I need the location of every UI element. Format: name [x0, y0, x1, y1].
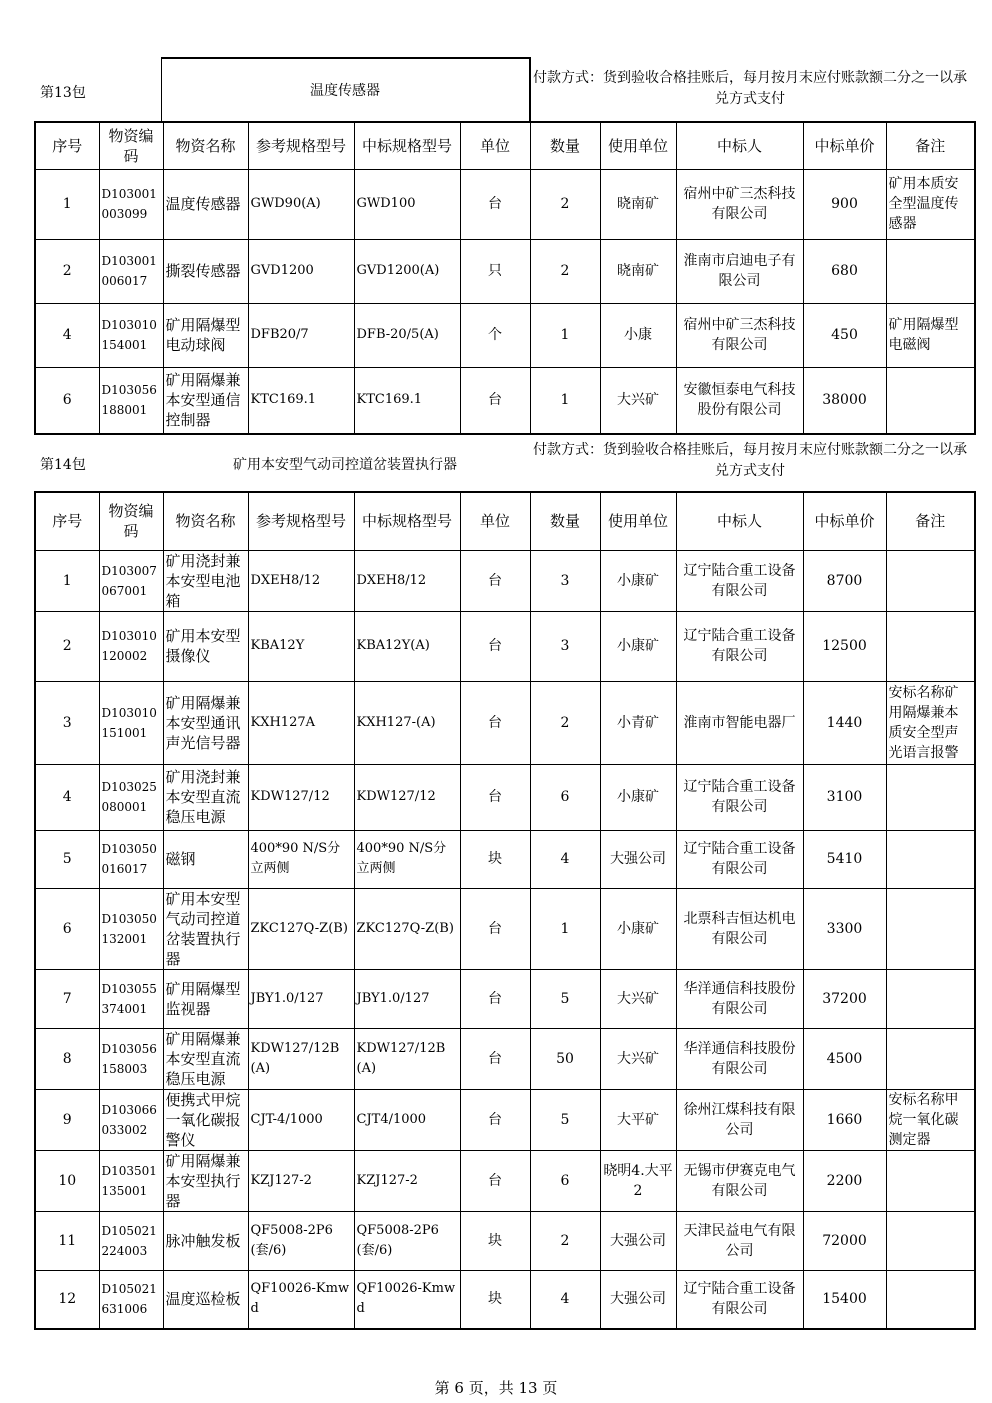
table-row: [35, 239, 975, 303]
quantity-cell: 1: [530, 303, 600, 367]
bid-spec-cell: 400*90 N/S分立两侧: [354, 830, 460, 888]
reference-spec-cell: KTC169.1: [248, 367, 354, 434]
material-code-cell: D103001006017: [99, 239, 163, 303]
winning-bidder-cell: 无锡市伊赛克电气有限公司: [676, 1150, 803, 1211]
reference-spec-cell: KBA12Y: [248, 611, 354, 681]
unit-cell: 块: [460, 1211, 530, 1270]
material-code-cell: D103050016017: [99, 830, 163, 888]
reference-spec-cell: DXEH8/12: [248, 550, 354, 611]
quantity-cell: 6: [530, 764, 600, 830]
material-code-cell: D105021224003: [99, 1211, 163, 1270]
material-name-cell: 温度巡检板: [163, 1270, 248, 1329]
unit-price-cell: 900: [803, 169, 886, 239]
unit-price-cell: 15400: [803, 1270, 886, 1329]
quantity-cell: 6: [530, 1150, 600, 1211]
row-number-cell: 9: [35, 1089, 99, 1150]
bid-spec-cell: GWD100: [354, 169, 460, 239]
table-row: [35, 969, 975, 1028]
reference-spec-cell: KDW127/12B(A): [248, 1028, 354, 1089]
pkg14-header: [34, 444, 974, 490]
column-header-remark: 备注: [886, 122, 975, 169]
bid-spec-cell: GVD1200(A): [354, 239, 460, 303]
unit-cell: 只: [460, 239, 530, 303]
remark-cell: [886, 1150, 975, 1211]
bid-spec-cell: ZKC127Q-Z(B): [354, 888, 460, 969]
reference-spec-cell: JBY1.0/127: [248, 969, 354, 1028]
material-name-cell: 矿用隔爆型电动球阀: [163, 303, 248, 367]
using-unit-cell: 小康: [600, 303, 676, 367]
using-unit-cell: 晓明4.大平2: [600, 1150, 676, 1211]
winning-bidder-cell: 淮南市启迪电子有限公司: [676, 239, 803, 303]
unit-cell: 台: [460, 169, 530, 239]
winning-bidder-cell: 淮南市智能电器厂: [676, 681, 803, 764]
unit-price-cell: 12500: [803, 611, 886, 681]
quantity-cell: 4: [530, 1270, 600, 1329]
unit-price-cell: 450: [803, 303, 886, 367]
material-code-cell: D103010120002: [99, 611, 163, 681]
row-number-cell: 8: [35, 1028, 99, 1089]
column-header-winning-bidder: 中标人: [676, 492, 803, 550]
using-unit-cell: 小康矿: [600, 550, 676, 611]
column-header-material-name: 物资名称: [163, 492, 248, 550]
material-name-cell: 矿用隔爆型监视器: [163, 969, 248, 1028]
unit-cell: 块: [460, 830, 530, 888]
row-number-cell: 6: [35, 367, 99, 434]
quantity-cell: 5: [530, 969, 600, 1028]
table-row: [35, 169, 975, 239]
quantity-cell: 5: [530, 1089, 600, 1150]
unit-price-cell: 1440: [803, 681, 886, 764]
column-header-unit: 单位: [460, 492, 530, 550]
reference-spec-cell: GWD90(A): [248, 169, 354, 239]
material-code-cell: D103010154001: [99, 303, 163, 367]
unit-cell: 台: [460, 611, 530, 681]
column-header-using-unit: 使用单位: [600, 492, 676, 550]
table-row: [35, 1089, 975, 1150]
column-header-material-code: 物资编码: [99, 122, 163, 169]
quantity-cell: 2: [530, 681, 600, 764]
row-number-cell: 4: [35, 303, 99, 367]
reference-spec-cell: GVD1200: [248, 239, 354, 303]
bid-spec-cell: QF5008-2P6(套/6): [354, 1211, 460, 1270]
table-row: [35, 830, 975, 888]
remark-cell: [886, 1211, 975, 1270]
using-unit-cell: 小康矿: [600, 611, 676, 681]
winning-bidder-cell: 北票科吉恒达机电有限公司: [676, 888, 803, 969]
remark-cell: [886, 611, 975, 681]
quantity-cell: 2: [530, 169, 600, 239]
table-row: [35, 550, 975, 611]
reference-spec-cell: 400*90 N/S分立两侧: [248, 830, 354, 888]
unit-cell: 台: [460, 764, 530, 830]
unit-price-cell: 4500: [803, 1028, 886, 1089]
quantity-cell: 4: [530, 830, 600, 888]
reference-spec-cell: KZJ127-2: [248, 1150, 354, 1211]
column-header-unit-price: 中标单价: [803, 122, 886, 169]
pkg13-header: [34, 70, 974, 122]
unit-cell: 台: [460, 681, 530, 764]
material-name-cell: 矿用本安型气动司控道岔装置执行器: [163, 888, 248, 969]
using-unit-cell: 晓南矿: [600, 169, 676, 239]
column-header-unit-price: 中标单价: [803, 492, 886, 550]
column-header-reference-spec: 参考规格型号: [248, 122, 354, 169]
table-row: [35, 1211, 975, 1270]
unit-cell: 台: [460, 1028, 530, 1089]
unit-price-cell: 5410: [803, 830, 886, 888]
column-header-material-code: 物资编码: [99, 492, 163, 550]
winning-bidder-cell: 宿州中矿三杰科技有限公司: [676, 169, 803, 239]
material-code-cell: D103056158003: [99, 1028, 163, 1089]
winning-bidder-cell: 宿州中矿三杰科技有限公司: [676, 303, 803, 367]
material-code-cell: D103001003099: [99, 169, 163, 239]
reference-spec-cell: CJT-4/1000: [248, 1089, 354, 1150]
unit-cell: 台: [460, 1150, 530, 1211]
unit-price-cell: 8700: [803, 550, 886, 611]
unit-price-cell: 680: [803, 239, 886, 303]
using-unit-cell: 小康矿: [600, 764, 676, 830]
table-row: [35, 303, 975, 367]
material-name-cell: 矿用本安型摄像仪: [163, 611, 248, 681]
row-number-cell: 11: [35, 1211, 99, 1270]
table-row: [35, 681, 975, 764]
remark-cell: [886, 550, 975, 611]
unit-price-cell: 2200: [803, 1150, 886, 1211]
using-unit-cell: 大兴矿: [600, 367, 676, 434]
bid-spec-cell: JBY1.0/127: [354, 969, 460, 1028]
bid-spec-cell: KDW127/12: [354, 764, 460, 830]
remark-cell: 矿用本质安全型温度传感器: [886, 169, 975, 239]
winning-bidder-cell: 安徽恒泰电气科技股份有限公司: [676, 367, 803, 434]
bid-spec-cell: DFB-20/5(A): [354, 303, 460, 367]
winning-bidder-cell: 华洋通信科技股份有限公司: [676, 969, 803, 1028]
quantity-cell: 1: [530, 367, 600, 434]
pkg13-payment-terms: 付款方式：货到验收合格挂账后，每月按月末应付账款额二分之一以承兑方式支付: [533, 70, 967, 107]
reference-spec-cell: KDW127/12: [248, 764, 354, 830]
material-name-cell: 矿用隔爆兼本安型通讯声光信号器: [163, 681, 248, 764]
material-code-cell: D103056188001: [99, 367, 163, 434]
material-name-cell: 温度传感器: [163, 169, 248, 239]
table-row: [35, 1150, 975, 1211]
column-header-material-name: 物资名称: [163, 122, 248, 169]
unit-price-cell: 1660: [803, 1089, 886, 1150]
remark-cell: [886, 1270, 975, 1329]
using-unit-cell: 大兴矿: [600, 1028, 676, 1089]
pkg13-table: [34, 121, 976, 435]
row-number-cell: 6: [35, 888, 99, 969]
winning-bidder-cell: 华洋通信科技股份有限公司: [676, 1028, 803, 1089]
material-name-cell: 撕裂传感器: [163, 239, 248, 303]
reference-spec-cell: KXH127A: [248, 681, 354, 764]
winning-bidder-cell: 辽宁陆合重工设备有限公司: [676, 611, 803, 681]
reference-spec-cell: DFB20/7: [248, 303, 354, 367]
remark-cell: 安标名称矿用隔爆兼本质安全型声光语言报警: [886, 681, 975, 764]
table-row: [35, 367, 975, 434]
pkg14-table-body: [35, 492, 975, 1329]
winning-bidder-cell: 辽宁陆合重工设备有限公司: [676, 830, 803, 888]
column-header-winning-bidder: 中标人: [676, 122, 803, 169]
row-number-cell: 5: [35, 830, 99, 888]
pkg14-title: 矿用本安型气动司控道岔装置执行器: [233, 457, 457, 473]
unit-price-cell: 3100: [803, 764, 886, 830]
unit-cell: 台: [460, 969, 530, 1028]
bid-spec-cell: CJT4/1000: [354, 1089, 460, 1150]
remark-cell: [886, 969, 975, 1028]
remark-cell: 安标名称甲烷一氧化碳测定器: [886, 1089, 975, 1150]
row-number-cell: 10: [35, 1150, 99, 1211]
column-header-quantity: 数量: [530, 122, 600, 169]
bid-spec-cell: KTC169.1: [354, 367, 460, 434]
material-name-cell: 矿用浇封兼本安型直流稳压电源: [163, 764, 248, 830]
row-number-cell: 1: [35, 169, 99, 239]
remark-cell: [886, 888, 975, 969]
table-row: [35, 1028, 975, 1089]
reference-spec-cell: QF10026-Kmwd: [248, 1270, 354, 1329]
using-unit-cell: 小康矿: [600, 888, 676, 969]
row-number-cell: 1: [35, 550, 99, 611]
remark-cell: [886, 1028, 975, 1089]
material-code-cell: D103055374001: [99, 969, 163, 1028]
column-header-row-number: 序号: [35, 122, 99, 169]
bid-spec-cell: KBA12Y(A): [354, 611, 460, 681]
material-code-cell: D103050132001: [99, 888, 163, 969]
column-header-unit: 单位: [460, 122, 530, 169]
column-header-quantity: 数量: [530, 492, 600, 550]
pkg13-number: 第13包: [40, 85, 86, 101]
bid-spec-cell: KXH127-(A): [354, 681, 460, 764]
remark-cell: [886, 239, 975, 303]
material-code-cell: D103501135001: [99, 1150, 163, 1211]
pkg14-number: 第14包: [40, 457, 86, 473]
reference-spec-cell: ZKC127Q-Z(B): [248, 888, 354, 969]
unit-price-cell: 3300: [803, 888, 886, 969]
unit-cell: 台: [460, 550, 530, 611]
using-unit-cell: 晓南矿: [600, 239, 676, 303]
column-header-bid-spec: 中标规格型号: [354, 122, 460, 169]
unit-cell: 台: [460, 888, 530, 969]
material-code-cell: D105021631006: [99, 1270, 163, 1329]
table-header-row: [35, 492, 975, 550]
quantity-cell: 1: [530, 888, 600, 969]
using-unit-cell: 大强公司: [600, 1270, 676, 1329]
unit-price-cell: 37200: [803, 969, 886, 1028]
material-name-cell: 矿用隔爆兼本安型直流稳压电源: [163, 1028, 248, 1089]
row-number-cell: 3: [35, 681, 99, 764]
winning-bidder-cell: 辽宁陆合重工设备有限公司: [676, 764, 803, 830]
quantity-cell: 3: [530, 550, 600, 611]
quantity-cell: 2: [530, 1211, 600, 1270]
row-number-cell: 4: [35, 764, 99, 830]
quantity-cell: 50: [530, 1028, 600, 1089]
material-code-cell: D103066033002: [99, 1089, 163, 1150]
column-header-remark: 备注: [886, 492, 975, 550]
row-number-cell: 7: [35, 969, 99, 1028]
column-header-using-unit: 使用单位: [600, 122, 676, 169]
using-unit-cell: 大兴矿: [600, 969, 676, 1028]
material-name-cell: 脉冲触发板: [163, 1211, 248, 1270]
remark-cell: [886, 367, 975, 434]
material-name-cell: 磁钢: [163, 830, 248, 888]
material-code-cell: D103007067001: [99, 550, 163, 611]
remark-cell: [886, 764, 975, 830]
row-number-cell: 12: [35, 1270, 99, 1329]
remark-cell: 矿用隔爆型电磁阀: [886, 303, 975, 367]
using-unit-cell: 大平矿: [600, 1089, 676, 1150]
material-name-cell: 便携式甲烷一氧化碳报警仪: [163, 1089, 248, 1150]
table-header-row: [35, 122, 975, 169]
quantity-cell: 3: [530, 611, 600, 681]
unit-price-cell: 72000: [803, 1211, 886, 1270]
using-unit-cell: 大强公司: [600, 830, 676, 888]
table-row: [35, 888, 975, 969]
winning-bidder-cell: 天津民益电气有限公司: [676, 1211, 803, 1270]
unit-cell: 台: [460, 367, 530, 434]
unit-price-cell: 38000: [803, 367, 886, 434]
winning-bidder-cell: 辽宁陆合重工设备有限公司: [676, 550, 803, 611]
material-name-cell: 矿用隔爆兼本安型执行器: [163, 1150, 248, 1211]
unit-cell: 块: [460, 1270, 530, 1329]
remark-cell: [886, 830, 975, 888]
table-row: [35, 611, 975, 681]
material-code-cell: D103025080001: [99, 764, 163, 830]
pkg14-table: [34, 491, 976, 1330]
unit-cell: 个: [460, 303, 530, 367]
pkg13-title: 温度传感器: [310, 83, 380, 99]
quantity-cell: 2: [530, 239, 600, 303]
material-name-cell: 矿用隔爆兼本安型通信控制器: [163, 367, 248, 434]
winning-bidder-cell: 辽宁陆合重工设备有限公司: [676, 1270, 803, 1329]
column-header-row-number: 序号: [35, 492, 99, 550]
pkg13-table-body: [35, 122, 975, 434]
column-header-bid-spec: 中标规格型号: [354, 492, 460, 550]
material-code-cell: D103010151001: [99, 681, 163, 764]
bid-spec-cell: KZJ127-2: [354, 1150, 460, 1211]
page-footer: 第 6 页，共 13 页: [434, 1379, 558, 1397]
column-header-reference-spec: 参考规格型号: [248, 492, 354, 550]
pkg14-payment-terms: 付款方式：货到验收合格挂账后，每月按月末应付账款额二分之一以承兑方式支付: [533, 442, 967, 479]
bid-spec-cell: DXEH8/12: [354, 550, 460, 611]
unit-cell: 台: [460, 1089, 530, 1150]
using-unit-cell: 小青矿: [600, 681, 676, 764]
table-row: [35, 764, 975, 830]
table-row: [35, 1270, 975, 1329]
winning-bidder-cell: 徐州江煤科技有限公司: [676, 1089, 803, 1150]
bid-spec-cell: QF10026-Kmwd: [354, 1270, 460, 1329]
row-number-cell: 2: [35, 239, 99, 303]
material-name-cell: 矿用浇封兼本安型电池箱: [163, 550, 248, 611]
row-number-cell: 2: [35, 611, 99, 681]
reference-spec-cell: QF5008-2P6(套/6): [248, 1211, 354, 1270]
using-unit-cell: 大强公司: [600, 1211, 676, 1270]
bid-spec-cell: KDW127/12B(A): [354, 1028, 460, 1089]
